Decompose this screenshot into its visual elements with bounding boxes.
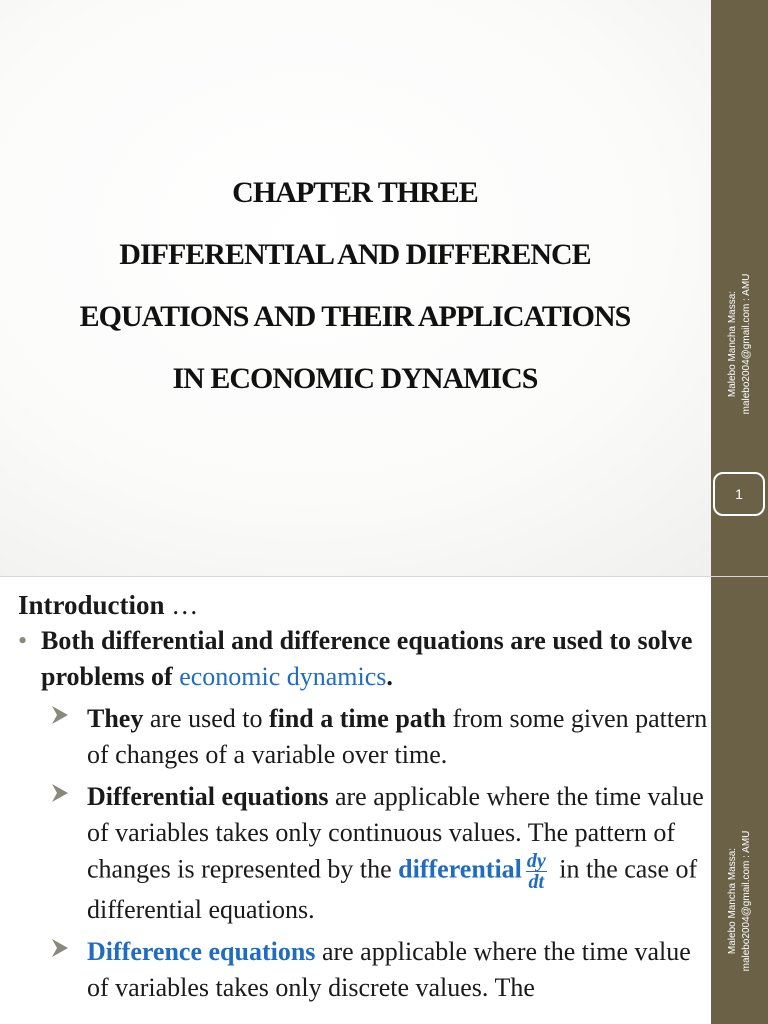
sub2-bold-1: Differential equations <box>87 782 329 811</box>
side-bar <box>711 577 768 1024</box>
section-heading <box>18 587 718 623</box>
difference-equations-text: Difference equations <box>87 937 316 966</box>
bullet-text-a: Both differential and difference equations are used to solve problems of <box>41 626 693 691</box>
author-email: malebo2004@gmail.com : AMU <box>740 273 752 415</box>
slide-content <box>18 587 718 1006</box>
arrow-bullet-icon <box>51 782 69 804</box>
arrow-bullet-icon <box>51 704 69 726</box>
sub-bullet-1 <box>18 701 718 773</box>
page-number-badge: 1 <box>713 472 765 516</box>
author-label <box>726 781 754 1021</box>
bullet-text-b: . <box>386 662 393 691</box>
sub-bullet-3 <box>18 934 718 1006</box>
sub3-text-1: are applicable where the time value of variables takes only discrete values. The <box>87 937 691 1002</box>
arrow-bullet-icon <box>51 937 69 959</box>
heading-ellipsis: … <box>164 590 199 620</box>
heading-text: Introduction <box>18 590 165 620</box>
sub1-text-2: from some given pattern of changes of a variable over time. <box>87 704 708 769</box>
sub-bullet-2 <box>18 779 718 928</box>
bullet-text <box>41 626 692 691</box>
fraction-denominator: dt <box>528 871 545 893</box>
differential-text: differential <box>398 854 522 884</box>
sub2-text-1: are applicable where the time value of variables takes only continuous values. The pattern of changes is represented by the <box>87 782 704 884</box>
author-label <box>726 224 754 464</box>
title-line-4: IN ECONOMIC DYNAMICS <box>172 362 538 395</box>
title-line-3: EQUATIONS AND THEIR APPLICATIONS <box>79 300 631 333</box>
author-email: malebo2004@gmail.com : AMU <box>740 830 752 972</box>
bullet-dot-icon: • <box>18 626 28 655</box>
bullet-item <box>18 623 718 695</box>
fraction-numerator: dy <box>526 850 546 872</box>
author-name: Malebo Mancha Massa: <box>726 290 738 398</box>
slide-title <box>0 162 710 410</box>
author-name: Malebo Mancha Massa: <box>726 847 738 955</box>
sub1-text-1: are used to <box>143 704 269 733</box>
title-line-1: CHAPTER THREE <box>232 176 478 209</box>
economic-dynamics-text: economic dynamics <box>179 662 387 691</box>
dy-dt-fraction <box>526 851 547 892</box>
sub1-bold-2: find a time path <box>268 704 446 733</box>
sub1-bold-1: They <box>87 704 144 733</box>
title-line-2: DIFFERENTIAL AND DIFFERENCE <box>119 238 591 271</box>
intro-slide <box>0 576 768 1024</box>
sub2-text-2: in the case of differential equations. <box>87 854 698 924</box>
